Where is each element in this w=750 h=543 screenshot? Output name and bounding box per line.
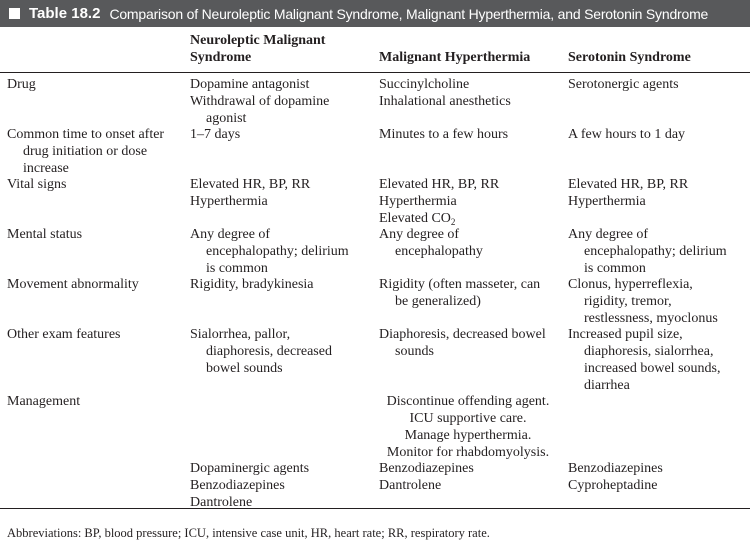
cell-line: diarrhea xyxy=(584,378,630,393)
cell-mental-ss xyxy=(568,226,746,277)
cell-line: Dopaminergic agents xyxy=(190,461,310,476)
row-label-vitals: Vital signs xyxy=(7,177,67,192)
header-ss: Serotonin Syndrome xyxy=(568,50,691,65)
cell-management-ss xyxy=(568,460,746,494)
square-bullet-icon xyxy=(9,8,20,19)
cell-exam-mh xyxy=(379,326,559,360)
cell-line: Hyperthermia xyxy=(190,194,268,209)
cell-exam-ss xyxy=(568,326,746,394)
cell-line: Withdrawal of dopamine xyxy=(190,94,330,109)
cell-line: Serotonergic agents xyxy=(568,77,679,92)
cell-line: diaphoresis, sialorrhea, xyxy=(584,344,714,359)
cell-line xyxy=(379,210,559,227)
cell-line: Cyproheptadine xyxy=(568,478,658,493)
cell-vitals-nms xyxy=(190,176,370,210)
row-label-onset xyxy=(7,126,185,177)
cell-line: Clonus, hyperreflexia, xyxy=(568,277,693,292)
cell-onset-ss: A few hours to 1 day xyxy=(568,127,686,142)
cell-line: drug initiation or dose xyxy=(23,144,148,159)
cell-line: agonist xyxy=(206,111,247,126)
cell-line: Succinylcholine xyxy=(379,77,470,92)
cell-line: Any degree of xyxy=(568,227,649,242)
cell-line: Elevated HR, BP, RR xyxy=(379,177,500,192)
cell-line: Monitor for rhabdomyolysis. xyxy=(386,445,550,460)
cell-movement-ss xyxy=(568,276,746,327)
cell-line: Diaphoresis, decreased bowel xyxy=(379,327,546,342)
cell-line: increased bowel sounds, xyxy=(584,361,721,376)
cell-movement-mh xyxy=(379,276,559,310)
cell-line: Manage hyperthermia. xyxy=(404,428,532,443)
co-text: Elevated CO xyxy=(379,211,451,226)
cell-management-mh xyxy=(379,460,559,494)
cell-line: be generalized) xyxy=(395,294,481,309)
cell-drug-mh xyxy=(379,76,559,110)
cell-line: Any degree of xyxy=(379,227,460,242)
cell-line: diaphoresis, decreased xyxy=(206,344,332,359)
cell-line: increase xyxy=(23,161,69,176)
cell-line: bowel sounds xyxy=(206,361,283,376)
cell-line: is common xyxy=(584,261,646,276)
cell-line: Increased pupil size, xyxy=(568,327,683,342)
row-label-mental: Mental status xyxy=(7,227,83,242)
cell-drug-ss xyxy=(568,76,746,93)
cell-line: encephalopathy; delirium xyxy=(206,244,349,259)
cell-exam-nms xyxy=(190,326,370,377)
cell-vitals-mh xyxy=(379,176,559,227)
cell-line: Benzodiazepines xyxy=(379,461,474,476)
cell-line: Benzodiazepines xyxy=(568,461,663,476)
cell-onset-mh: Minutes to a few hours xyxy=(379,127,509,142)
row-label-drug: Drug xyxy=(7,77,36,92)
cell-line: Rigidity (often masseter, can xyxy=(379,277,541,292)
cell-line: Dopamine antagonist xyxy=(190,77,310,92)
cell-line: restlessness, myoclonus xyxy=(584,311,718,326)
cell-vitals-ss xyxy=(568,176,746,210)
cell-line: Any degree of xyxy=(190,227,271,242)
table-caption: Comparison of Neuroleptic Malignant Syndrome, Malignant Hyperthermia, and Serotonin Syndrome xyxy=(109,5,709,22)
cell-line: Discontinue offending agent. xyxy=(386,394,550,409)
cell-line: Elevated HR, BP, RR xyxy=(568,177,689,192)
cell-line: encephalopathy xyxy=(395,244,483,259)
cell-mental-mh xyxy=(379,226,559,260)
row-label-management: Management xyxy=(7,394,81,409)
cell-line: encephalopathy; delirium xyxy=(584,244,727,259)
table-footnote: Abbreviations: BP, blood pressure; ICU, intensive case unit, HR, heart rate; RR, respiratory rate. xyxy=(7,526,490,540)
cell-line: Hyperthermia xyxy=(379,194,457,209)
cell-line: rigidity, tremor, xyxy=(584,294,672,309)
header-nms: Neuroleptic Malignant Syndrome xyxy=(190,33,326,65)
cell-line: Hyperthermia xyxy=(568,194,646,209)
cell-line: ICU supportive care. xyxy=(409,411,527,426)
cell-onset-nms: 1–7 days xyxy=(190,127,241,142)
cell-movement-nms: Rigidity, bradykinesia xyxy=(190,277,314,292)
footer-divider xyxy=(0,508,750,509)
row-label-exam: Other exam features xyxy=(7,327,121,342)
cell-line: sounds xyxy=(395,344,434,359)
table-title-bar xyxy=(0,0,750,27)
cell-line: Dantrolene xyxy=(379,478,442,493)
cell-line: is common xyxy=(206,261,268,276)
cell-management-nms xyxy=(190,460,370,511)
header-mh: Malignant Hyperthermia xyxy=(379,50,531,65)
cell-management-general xyxy=(372,393,564,461)
cell-line: Inhalational anesthetics xyxy=(379,94,511,109)
cell-drug-nms xyxy=(190,76,370,127)
cell-line: Elevated HR, BP, RR xyxy=(190,177,311,192)
subscript-two: 2 xyxy=(450,217,456,227)
cell-line: Benzodiazepines xyxy=(190,478,285,493)
cell-line: Sialorrhea, pallor, xyxy=(190,327,291,342)
cell-mental-nms xyxy=(190,226,370,277)
header-divider xyxy=(0,72,750,73)
cell-line: Dantrolene xyxy=(190,495,253,510)
table-label: Table 18.2 xyxy=(29,5,101,22)
row-label-movement: Movement abnormality xyxy=(7,277,139,292)
cell-line: Common time to onset after xyxy=(7,127,165,142)
